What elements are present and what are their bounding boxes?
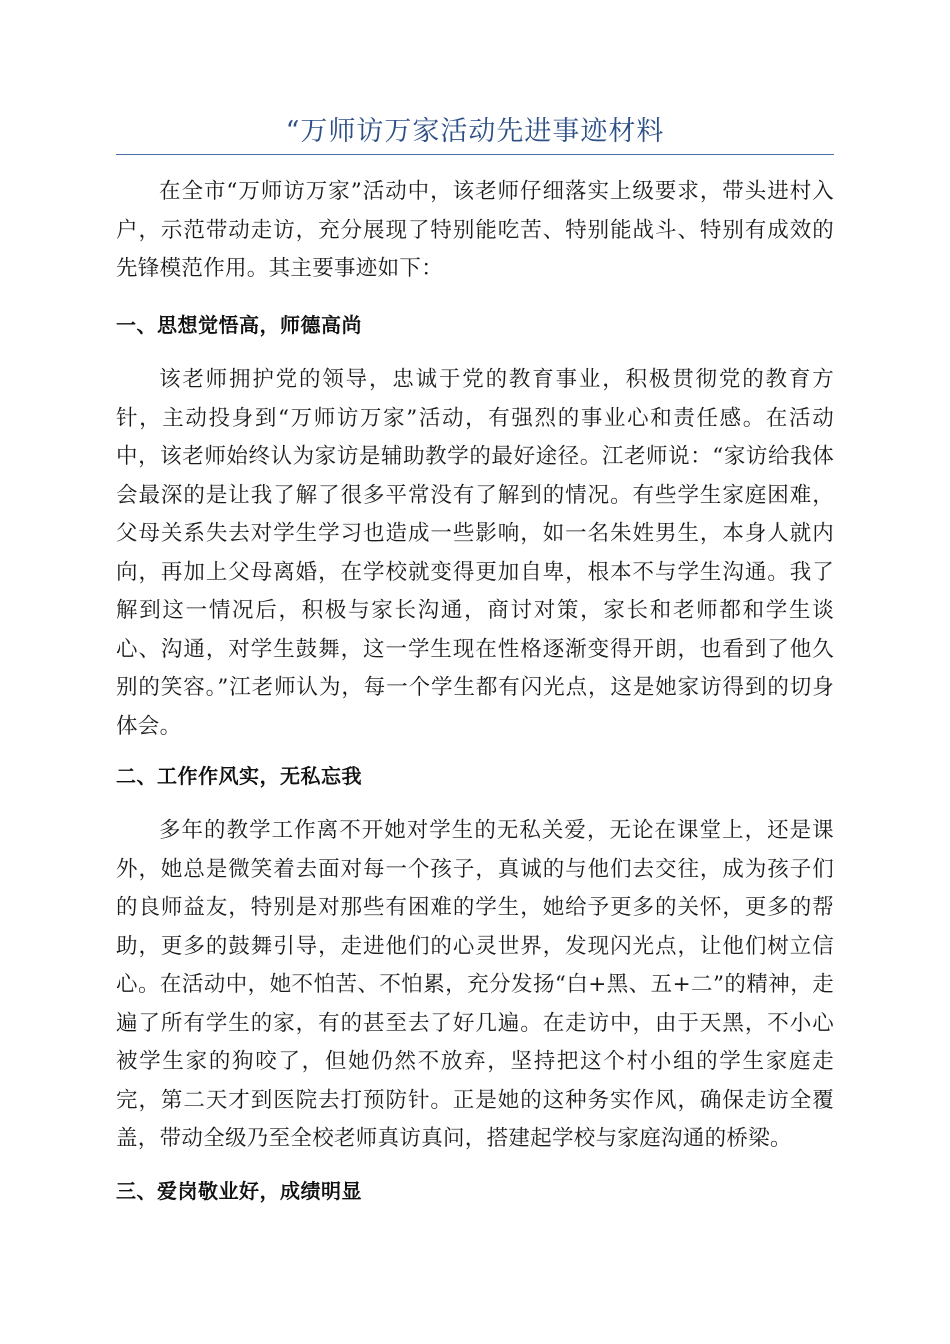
- section-heading-1: 一、思想觉悟高，师德高尚: [116, 313, 362, 337]
- title-underline: [116, 154, 834, 155]
- section-heading-2: 二、工作作风实，无私忘我: [116, 764, 362, 788]
- section-heading-3: 三、爱岗敬业好，成绩明显: [116, 1179, 362, 1203]
- section-paragraph-2: 多年的教学工作离不开她对学生的无私关爱，无论在课堂上，还是课外，她总是微笑着去面对每一个孩子，真诚的与他们去交往，成为孩子们的良师益友，特别是对那些有困难的学生，她给予更多的关怀，更多的帮助，更多的鼓舞引导，走进他们的心灵世界，发现闪光点，让他们树立信心。在活动中，她不怕苦、不怕累，充分发扬“白+黑、五+二”的精神，走遍了所有学生的家，有的甚至去了好几遍。在走访中，由于天黑，不小心被学生家的狗咬了，但她仍然不放弃，坚持把这个村小组的学生家庭走完，第二天才到医院去打预防针。正是她的这种务实作风，确保走访全覆盖，带动全级乃至全校老师真访真问，搭建起学校与家庭沟通的桥梁。: [116, 818, 834, 1151]
- document-title: “万师访万家活动先进事迹材料: [285, 116, 665, 147]
- intro-paragraph: 在全市“万师访万家”活动中，该老师仔细落实上级要求，带头进村入户，示范带动走访，充分展现了特别能吃苦、特别能战斗、特别有成效的先锋模范作用。其主要事迹如下：: [116, 179, 834, 281]
- section-paragraph-1: 该老师拥护党的领导，忠诚于党的教育事业，积极贯彻党的教育方针，主动投身到“万师访万家”活动，有强烈的事业心和责任感。在活动中，该老师始终认为家访是辅助教学的最好途径。江老师说：“家访给我体会最深的是让我了解了很多平常没有了解到的情况。有些学生家庭困难，父母关系失去对学生学习也造成一些影响，如一名朱姓男生，本身人就内向，再加上父母离婚，在学校就变得更加自卑，根本不与学生沟通。我了解到这一情况后，积极与家长沟通，商讨对策，家长和老师都和学生谈心、沟通，对学生鼓舞，这一学生现在性格逐渐变得开朗，也看到了他久别的笑容。”江老师认为，每一个学生都有闪光点，这是她家访得到的切身体会。: [116, 367, 834, 739]
